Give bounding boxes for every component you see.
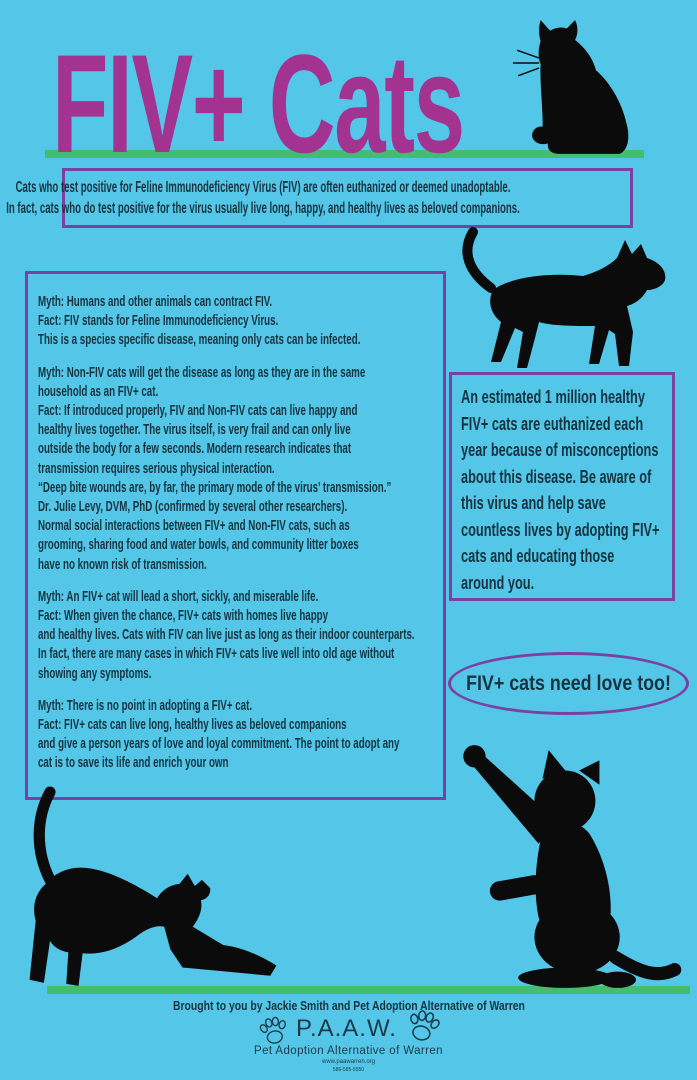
myth-line: Myth: Non-FIV cats will get the disease as long as they are in the same <box>38 364 366 381</box>
info-line: about this disease. Be aware of <box>461 466 652 487</box>
info-line: around you. <box>461 572 535 593</box>
fact-line: Fact: When given the chance, FIV+ cats with homes live happy <box>38 608 329 625</box>
myth-fact-group <box>38 697 444 774</box>
fact-continuation-line: This is a species specific disease, meaning only cats can be infected. <box>38 332 361 349</box>
paw-print-shape <box>258 1015 291 1046</box>
fact-line: Fact: FIV stands for Feline Immunodeficiency Virus. <box>38 313 279 330</box>
paw-print-shape <box>405 1008 443 1044</box>
fact-line: Fact: FIV+ cats can live long, healthy lives as beloved companions <box>38 717 347 734</box>
fact-continuation-line: Dr. Julie Levy, DVM, PhD (confirmed by several other researchers). <box>38 499 348 516</box>
paw-print-icon <box>401 1006 442 1047</box>
fact-continuation-line: showing any symptoms. <box>38 665 152 682</box>
intro-line: In fact, cats who do test positive for the virus usually live long, happy, and healthy lives as beloved companions. <box>5 200 520 217</box>
fact-continuation-line: and give a person years of love and loyal commitment. The point to adopt any <box>38 736 400 753</box>
info-text <box>461 384 672 596</box>
love-ellipse <box>448 652 689 715</box>
fact-continuation-line: grooming, sharing food and water bowls, and community litter boxes <box>38 537 359 554</box>
fact-continuation-line: and healthy lives. Cats with FIV can live just as long as their indoor counterparts. <box>38 627 415 644</box>
paw-print-icon <box>255 1013 291 1051</box>
myth-fact-group <box>38 293 444 351</box>
info-line: countless lives by adopting FIV+ <box>461 519 660 540</box>
myth-fact-box <box>25 271 446 800</box>
myth-line: Myth: Humans and other animals can contract FIV. <box>38 294 273 310</box>
page-title: FIV+ Cats <box>52 25 464 182</box>
playing-kitten-body <box>463 745 674 988</box>
myth-fact-group <box>38 364 444 575</box>
info-line: FIV+ cats are euthanized each <box>461 413 644 434</box>
fact-continuation-line: “Deep bite wounds are, by far, the primary mode of the virus’ transmission.” <box>38 479 392 496</box>
sitting-cat-silhouette <box>494 16 652 158</box>
walking-cat-body <box>467 232 665 368</box>
fact-continuation-line: healthy lives together. The virus itself, is very frail and can only live <box>38 422 351 439</box>
myth-fact-group <box>38 588 444 684</box>
info-line: cats and educating those <box>461 546 615 566</box>
myth-line: Myth: There is no point in adopting a FIV+ cat. <box>38 697 253 714</box>
fact-continuation-line: Normal social interactions between FIV+ and Non-FIV cats, such as <box>38 518 350 535</box>
paaw-logo <box>0 1010 697 1048</box>
org-name: Pet Adoption Alternative of Warren <box>254 1045 443 1057</box>
info-line: year because of misconceptions <box>461 440 659 460</box>
stretching-cat-silhouette <box>16 786 292 990</box>
myth-fact-content <box>38 293 444 774</box>
info-box <box>449 372 675 601</box>
fact-continuation-line: have no known risk of transmission. <box>38 556 207 573</box>
info-line: An estimated 1 million healthy <box>461 387 645 407</box>
org-phone: 586-585-5550 <box>332 1067 365 1073</box>
fact-continuation-line: cat is to save its life and enrich your own <box>38 755 229 772</box>
love-ellipse-label: FIV+ cats need love too! <box>466 671 671 695</box>
fact-continuation-line: transmission requires serious physical interaction. <box>38 460 275 477</box>
sitting-cat-body <box>513 20 628 154</box>
fact-continuation-line: household as an FIV+ cat. <box>38 383 159 400</box>
playing-kitten-silhouette <box>452 740 690 992</box>
footer-credit-text: Brought to you by Jackie Smith and Pet Adoption Alternative of Warren <box>172 998 525 1013</box>
fact-line: Fact: If introduced properly, FIV and Non-FIV cats can live happy and <box>38 403 358 420</box>
walking-cat-silhouette <box>437 226 693 372</box>
intro-line: Cats who test positive for Feline Immunodeficiency Virus (FIV) are often euthanized or deemed unadoptable. <box>15 179 511 196</box>
intro-text <box>0 177 543 219</box>
fact-continuation-line: outside the body for a few seconds. Modern research indicates that <box>38 441 352 458</box>
info-line: this virus and help save <box>461 493 606 513</box>
org-acronym: P.A.A.W. <box>296 1015 397 1042</box>
intro-box <box>5 168 633 228</box>
myth-line: Myth: An FIV+ cat will lead a short, sickly, and miserable life. <box>38 588 319 605</box>
stretching-cat-body <box>30 792 277 986</box>
fact-continuation-line: In fact, there are many cases in which FIV+ cats live well into old age without <box>38 646 395 663</box>
org-website: www.paawarren.org <box>321 1059 376 1065</box>
